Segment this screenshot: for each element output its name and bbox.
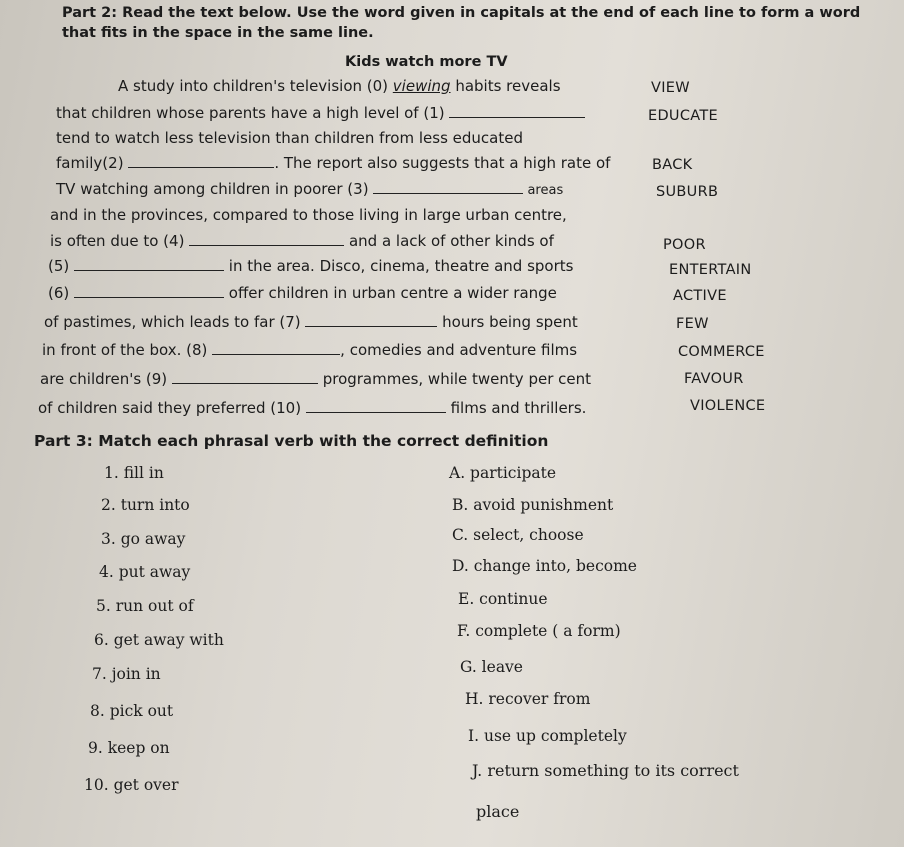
- passage-line-2: tend to watch less television than children from less educated: [56, 129, 523, 147]
- passage-line-0: [118, 77, 561, 95]
- definition-g: G. leave: [460, 658, 523, 676]
- definition-j-cont: place: [476, 802, 520, 821]
- verb-item-8: 8. pick out: [90, 702, 174, 720]
- text-segment: family(2): [56, 154, 129, 172]
- passage-line-8: [48, 284, 557, 302]
- passage-line-10: [42, 341, 577, 359]
- passage-line-1: [56, 104, 585, 122]
- passage-title: Kids watch more TV: [345, 54, 508, 70]
- text-segment: offer children in urban centre a wider range: [224, 284, 557, 302]
- text-segment: in the area. Disco, cinema, theatre and sports: [224, 257, 574, 275]
- text-segment: TV watching among children in poorer (3): [56, 180, 374, 198]
- text-segment: hours being spent: [437, 313, 578, 331]
- answer-blank-7[interactable]: [305, 314, 437, 327]
- definition-d: D. change into, become: [452, 557, 637, 575]
- verb-item-5: 5. run out of: [96, 597, 194, 615]
- keyword-suburb: SUBURB: [656, 184, 719, 200]
- passage-line-7: [48, 257, 573, 275]
- text-segment: are children's (9): [40, 370, 172, 388]
- text-segment: in front of the box. (8): [42, 341, 213, 359]
- verb-item-7: 7. join in: [92, 665, 161, 683]
- text-segment: , comedies and adventure films: [340, 341, 578, 359]
- text-segment: and a lack of other kinds of: [344, 232, 554, 250]
- keyword-entertain: ENTERTAIN: [669, 262, 752, 278]
- verb-item-4: 4. put away: [99, 563, 191, 581]
- part3-heading: Part 3: Match each phrasal verb with the correct definition: [34, 432, 549, 450]
- answer-blank-8[interactable]: [212, 342, 340, 355]
- text-segment: of children said they preferred (10): [38, 399, 306, 417]
- passage-line-4: [56, 180, 563, 200]
- passage-line-5: and in the provinces, compared to those living in large urban centre,: [50, 206, 567, 224]
- verb-item-2: 2. turn into: [101, 496, 190, 514]
- keyword-few: FEW: [676, 316, 709, 332]
- text-segment: A study into children's television (0): [118, 77, 393, 95]
- keyword-active: ACTIVE: [673, 288, 727, 304]
- passage-line-12: [38, 399, 586, 417]
- answer-blank-5[interactable]: [74, 258, 224, 271]
- text-segment: of pastimes, which leads to far (7): [44, 313, 306, 331]
- text-segment: programmes, while twenty per cent: [317, 370, 591, 388]
- part2-instruction: Part 2: Read the text below. Use the word given in capitals at the end of each line to form a word: [62, 5, 861, 21]
- verb-item-6: 6. get away with: [94, 631, 224, 649]
- definition-j: J. return something to its correct: [472, 761, 739, 780]
- definition-a: A. participate: [449, 464, 557, 482]
- definition-c: C. select, choose: [452, 526, 584, 544]
- keyword-violence: VIOLENCE: [690, 398, 766, 414]
- text-segment: films and thrillers.: [445, 399, 587, 417]
- answer-blank-10[interactable]: [306, 400, 446, 413]
- answer-blank-1[interactable]: [449, 105, 585, 118]
- definition-b: B. avoid punishment: [452, 496, 614, 514]
- definition-e: E. continue: [458, 590, 548, 608]
- definition-h: H. recover from: [465, 690, 591, 708]
- definition-f: F. complete ( a form): [457, 622, 621, 640]
- text-segment: . The report also suggests that a high rate of: [274, 154, 611, 172]
- keyword-favour: FAVOUR: [684, 371, 744, 387]
- part2-instruction-cont: that fits in the space in the same line.: [62, 25, 374, 41]
- keyword-commerce: COMMERCE: [678, 344, 765, 360]
- text-segment: habits reveals: [450, 77, 561, 95]
- answer-blank-4[interactable]: [189, 233, 344, 246]
- text-segment: areas: [523, 183, 564, 198]
- verb-item-9: 9. keep on: [88, 739, 170, 757]
- example-answer: viewing: [392, 77, 451, 95]
- verb-item-3: 3. go away: [101, 530, 186, 548]
- keyword-poor: POOR: [663, 237, 706, 253]
- keyword-view: VIEW: [651, 80, 690, 96]
- answer-blank-6[interactable]: [74, 285, 224, 298]
- keyword-back: BACK: [652, 157, 693, 173]
- passage-line-3: [56, 154, 610, 172]
- text-segment: (6): [48, 284, 75, 302]
- answer-blank-2[interactable]: [128, 155, 274, 168]
- verb-item-10: 10. get over: [84, 776, 179, 794]
- verb-item-1: 1. fill in: [104, 464, 164, 482]
- definition-i: I. use up completely: [468, 727, 627, 745]
- text-segment: that children whose parents have a high level of (1): [56, 104, 450, 122]
- text-segment: is often due to (4): [50, 232, 190, 250]
- passage-line-9: [44, 313, 578, 331]
- text-segment: (5): [48, 257, 75, 275]
- passage-line-11: [40, 370, 591, 388]
- answer-blank-3[interactable]: [373, 181, 523, 194]
- answer-blank-9[interactable]: [172, 371, 318, 384]
- keyword-educate: EDUCATE: [648, 108, 718, 124]
- passage-line-6: [50, 232, 554, 250]
